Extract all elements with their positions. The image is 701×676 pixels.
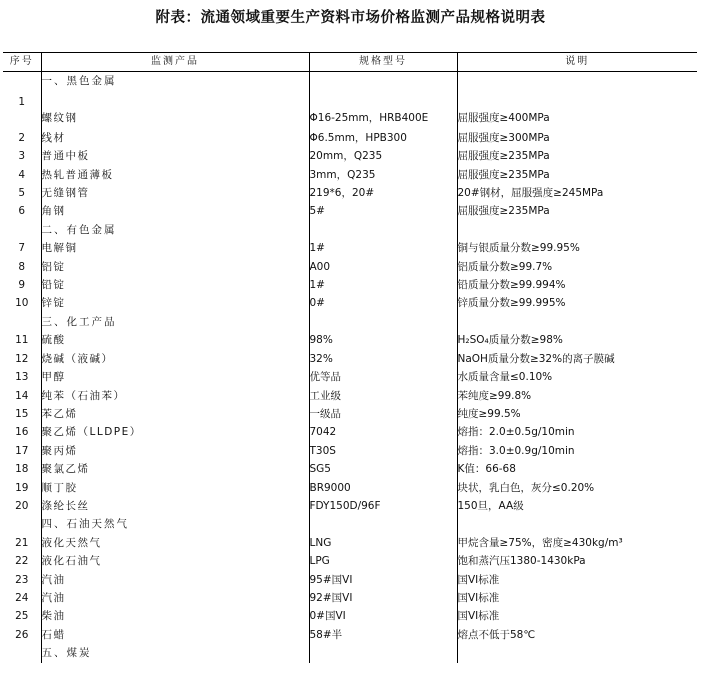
- row-index: 3: [3, 147, 41, 165]
- table-row: [3, 91, 697, 129]
- row-spec: 32%: [309, 350, 457, 368]
- table-row: [3, 147, 697, 165]
- row-index: [3, 72, 41, 91]
- table-row: [3, 423, 697, 441]
- row-spec: 58#半: [309, 626, 457, 644]
- table-row: [3, 129, 697, 147]
- row-product: 甲醇: [41, 368, 309, 386]
- table-row: [3, 387, 697, 405]
- row-index: 18: [3, 460, 41, 478]
- row-index: 17: [3, 442, 41, 460]
- row-spec: LNG: [309, 534, 457, 552]
- row-product: 聚氯乙烯: [41, 460, 309, 478]
- row-product: 聚乙烯（LLDPE）: [41, 423, 309, 441]
- row-product: 铝锭: [41, 258, 309, 276]
- row-product: 苯乙烯: [41, 405, 309, 423]
- table-body: [3, 72, 697, 663]
- row-spec: T30S: [309, 442, 457, 460]
- category-label: 四、石油天然气: [41, 515, 309, 533]
- row-product: 汽油: [41, 589, 309, 607]
- row-product: 烧碱（液碱）: [41, 350, 309, 368]
- row-spec: 工业级: [309, 387, 457, 405]
- row-note: 铅质量分数≥99.994%: [457, 279, 566, 292]
- row-index: 8: [3, 258, 41, 276]
- table-row: [3, 460, 697, 478]
- row-spec: LPG: [309, 552, 457, 570]
- row-index: 5: [3, 184, 41, 202]
- row-index: 6: [3, 202, 41, 220]
- category-label: 二、有色金属: [41, 221, 309, 239]
- row-index: [3, 515, 41, 533]
- row-index: 20: [3, 497, 41, 515]
- row-index: 25: [3, 607, 41, 625]
- row-note: 铜与银质量分数≥99.95%: [457, 242, 580, 255]
- header-index: 序号: [3, 53, 41, 72]
- row-product: 石蜡: [41, 626, 309, 644]
- row-note: K值：66-68: [457, 463, 516, 476]
- table-row: [3, 442, 697, 460]
- row-spec: 1#: [309, 276, 457, 294]
- row-spec: 一级品: [309, 405, 457, 423]
- row-spec: Φ16-25mm，HRB400E: [309, 91, 457, 129]
- row-index: 24: [3, 589, 41, 607]
- row-product: 无缝钢管: [41, 184, 309, 202]
- row-note: 饱和蒸汽压1380-1430kPa: [457, 555, 586, 568]
- row-index: 2: [3, 129, 41, 147]
- table-row: [3, 184, 697, 202]
- row-spec: 92#国VI: [309, 589, 457, 607]
- row-index: 13: [3, 368, 41, 386]
- category-row: [3, 515, 697, 533]
- table-header-row: [3, 53, 697, 72]
- row-spec: 98%: [309, 331, 457, 349]
- row-product: 汽油: [41, 571, 309, 589]
- row-spec: 1#: [309, 239, 457, 257]
- row-product: 顺丁胶: [41, 479, 309, 497]
- row-spec: 0#: [309, 294, 457, 312]
- row-index: 11: [3, 331, 41, 349]
- row-product: 线材: [41, 129, 309, 147]
- row-note: NaOH质量分数≥32%的离子膜碱: [457, 352, 615, 365]
- row-spec: BR9000: [309, 479, 457, 497]
- row-note: H₂SO₄质量分数≥98%: [457, 334, 563, 347]
- row-note: 块状，乳白色，灰分≤0.20%: [457, 481, 595, 494]
- row-index: 1: [3, 91, 41, 129]
- row-index: 19: [3, 479, 41, 497]
- row-spec: SG5: [309, 460, 457, 478]
- row-note: 国VI标准: [457, 573, 500, 586]
- row-note: 屈服强度≥235MPa: [457, 150, 550, 163]
- row-index: 4: [3, 166, 41, 184]
- row-index: 12: [3, 350, 41, 368]
- row-product: 聚丙烯: [41, 442, 309, 460]
- table-row: [3, 497, 697, 515]
- row-index: 14: [3, 387, 41, 405]
- row-spec: 3mm，Q235: [309, 166, 457, 184]
- category-row: [3, 221, 697, 239]
- row-spec: [309, 72, 457, 91]
- row-note: [457, 221, 697, 239]
- row-spec: 95#国VI: [309, 571, 457, 589]
- category-row: [3, 313, 697, 331]
- row-product: 纯苯（石油苯）: [41, 387, 309, 405]
- row-note: 屈服强度≥400MPa: [457, 111, 550, 124]
- row-note: 150旦，AA级: [457, 499, 524, 512]
- row-note: 国VI标准: [457, 610, 500, 623]
- row-note: 屈服强度≥235MPa: [457, 168, 550, 181]
- row-note: [457, 313, 697, 331]
- row-note: 屈服强度≥235MPa: [457, 205, 550, 218]
- row-spec: [309, 313, 457, 331]
- row-note: 国VI标准: [457, 591, 500, 604]
- row-product: 普通中板: [41, 147, 309, 165]
- category-row: [3, 72, 697, 91]
- row-index: [3, 221, 41, 239]
- row-note: [457, 644, 697, 662]
- row-note: 水质量含量≤0.10%: [457, 371, 553, 384]
- table-row: [3, 589, 697, 607]
- row-note: 锌质量分数≥99.995%: [457, 297, 566, 310]
- row-note: 熔点不低于58℃: [457, 628, 536, 641]
- row-index: 9: [3, 276, 41, 294]
- category-label: 一、黑色金属: [41, 72, 309, 91]
- row-product: 螺纹钢: [41, 91, 309, 129]
- table-row: [3, 405, 697, 423]
- row-product: 液化石油气: [41, 552, 309, 570]
- row-spec: 219*6，20#: [309, 184, 457, 202]
- row-product: 热轧普通薄板: [41, 166, 309, 184]
- row-note: 屈服强度≥300MPa: [457, 131, 550, 144]
- spec-table: [3, 52, 697, 663]
- table-row: [3, 350, 697, 368]
- category-label: 三、化工产品: [41, 313, 309, 331]
- row-note: [457, 515, 697, 533]
- row-spec: 7042: [309, 423, 457, 441]
- header-spec: 规格型号: [309, 53, 457, 72]
- row-spec: FDY150D/96F: [309, 497, 457, 515]
- row-spec: [309, 221, 457, 239]
- table-row: [3, 294, 697, 312]
- row-spec: [309, 644, 457, 662]
- row-product: 硫酸: [41, 331, 309, 349]
- row-index: [3, 644, 41, 662]
- row-spec: A00: [309, 258, 457, 276]
- row-index: 22: [3, 552, 41, 570]
- row-product: 铅锭: [41, 276, 309, 294]
- row-spec: 优等品: [309, 368, 457, 386]
- row-note: 20#钢材，屈服强度≥245MPa: [457, 187, 604, 200]
- document-title: 附表：流通领域重要生产资料市场价格监测产品规格说明表: [155, 9, 546, 26]
- row-note: 熔指：3.0±0.9g/10min: [457, 444, 575, 457]
- row-product: 液化天然气: [41, 534, 309, 552]
- row-product: 柴油: [41, 607, 309, 625]
- row-spec: Φ6.5mm，HPB300: [309, 129, 457, 147]
- row-product: 电解铜: [41, 239, 309, 257]
- table-row: [3, 607, 697, 625]
- table-row: [3, 368, 697, 386]
- row-index: [3, 313, 41, 331]
- row-product: 角钢: [41, 202, 309, 220]
- table-row: [3, 276, 697, 294]
- row-index: 10: [3, 294, 41, 312]
- row-spec: 0#国VI: [309, 607, 457, 625]
- row-spec: [309, 515, 457, 533]
- table-row: [3, 552, 697, 570]
- row-index: 26: [3, 626, 41, 644]
- category-row: [3, 644, 697, 662]
- row-index: 7: [3, 239, 41, 257]
- table-row: [3, 239, 697, 257]
- table-row: [3, 534, 697, 552]
- row-index: 16: [3, 423, 41, 441]
- header-note: 说明: [457, 53, 697, 72]
- table-row: [3, 166, 697, 184]
- row-note: 甲烷含量≥75%，密度≥430kg/m³: [457, 536, 623, 549]
- row-spec: 5#: [309, 202, 457, 220]
- table-row: [3, 626, 697, 644]
- row-index: 23: [3, 571, 41, 589]
- row-note: 苯纯度≥99.8%: [457, 389, 532, 402]
- table-row: [3, 202, 697, 220]
- row-product: 涤纶长丝: [41, 497, 309, 515]
- row-note: 铝质量分数≥99.7%: [457, 260, 553, 273]
- category-label: 五、煤炭: [41, 644, 309, 662]
- table-row: [3, 258, 697, 276]
- row-note: [457, 72, 697, 91]
- table-row: [3, 571, 697, 589]
- row-index: 21: [3, 534, 41, 552]
- row-product: 锌锭: [41, 294, 309, 312]
- table-row: [3, 331, 697, 349]
- row-index: 15: [3, 405, 41, 423]
- table-row: [3, 479, 697, 497]
- row-note: 熔指：2.0±0.5g/10min: [457, 426, 575, 439]
- header-product: 监测产品: [41, 53, 309, 72]
- row-spec: 20mm，Q235: [309, 147, 457, 165]
- row-note: 纯度≥99.5%: [457, 407, 521, 420]
